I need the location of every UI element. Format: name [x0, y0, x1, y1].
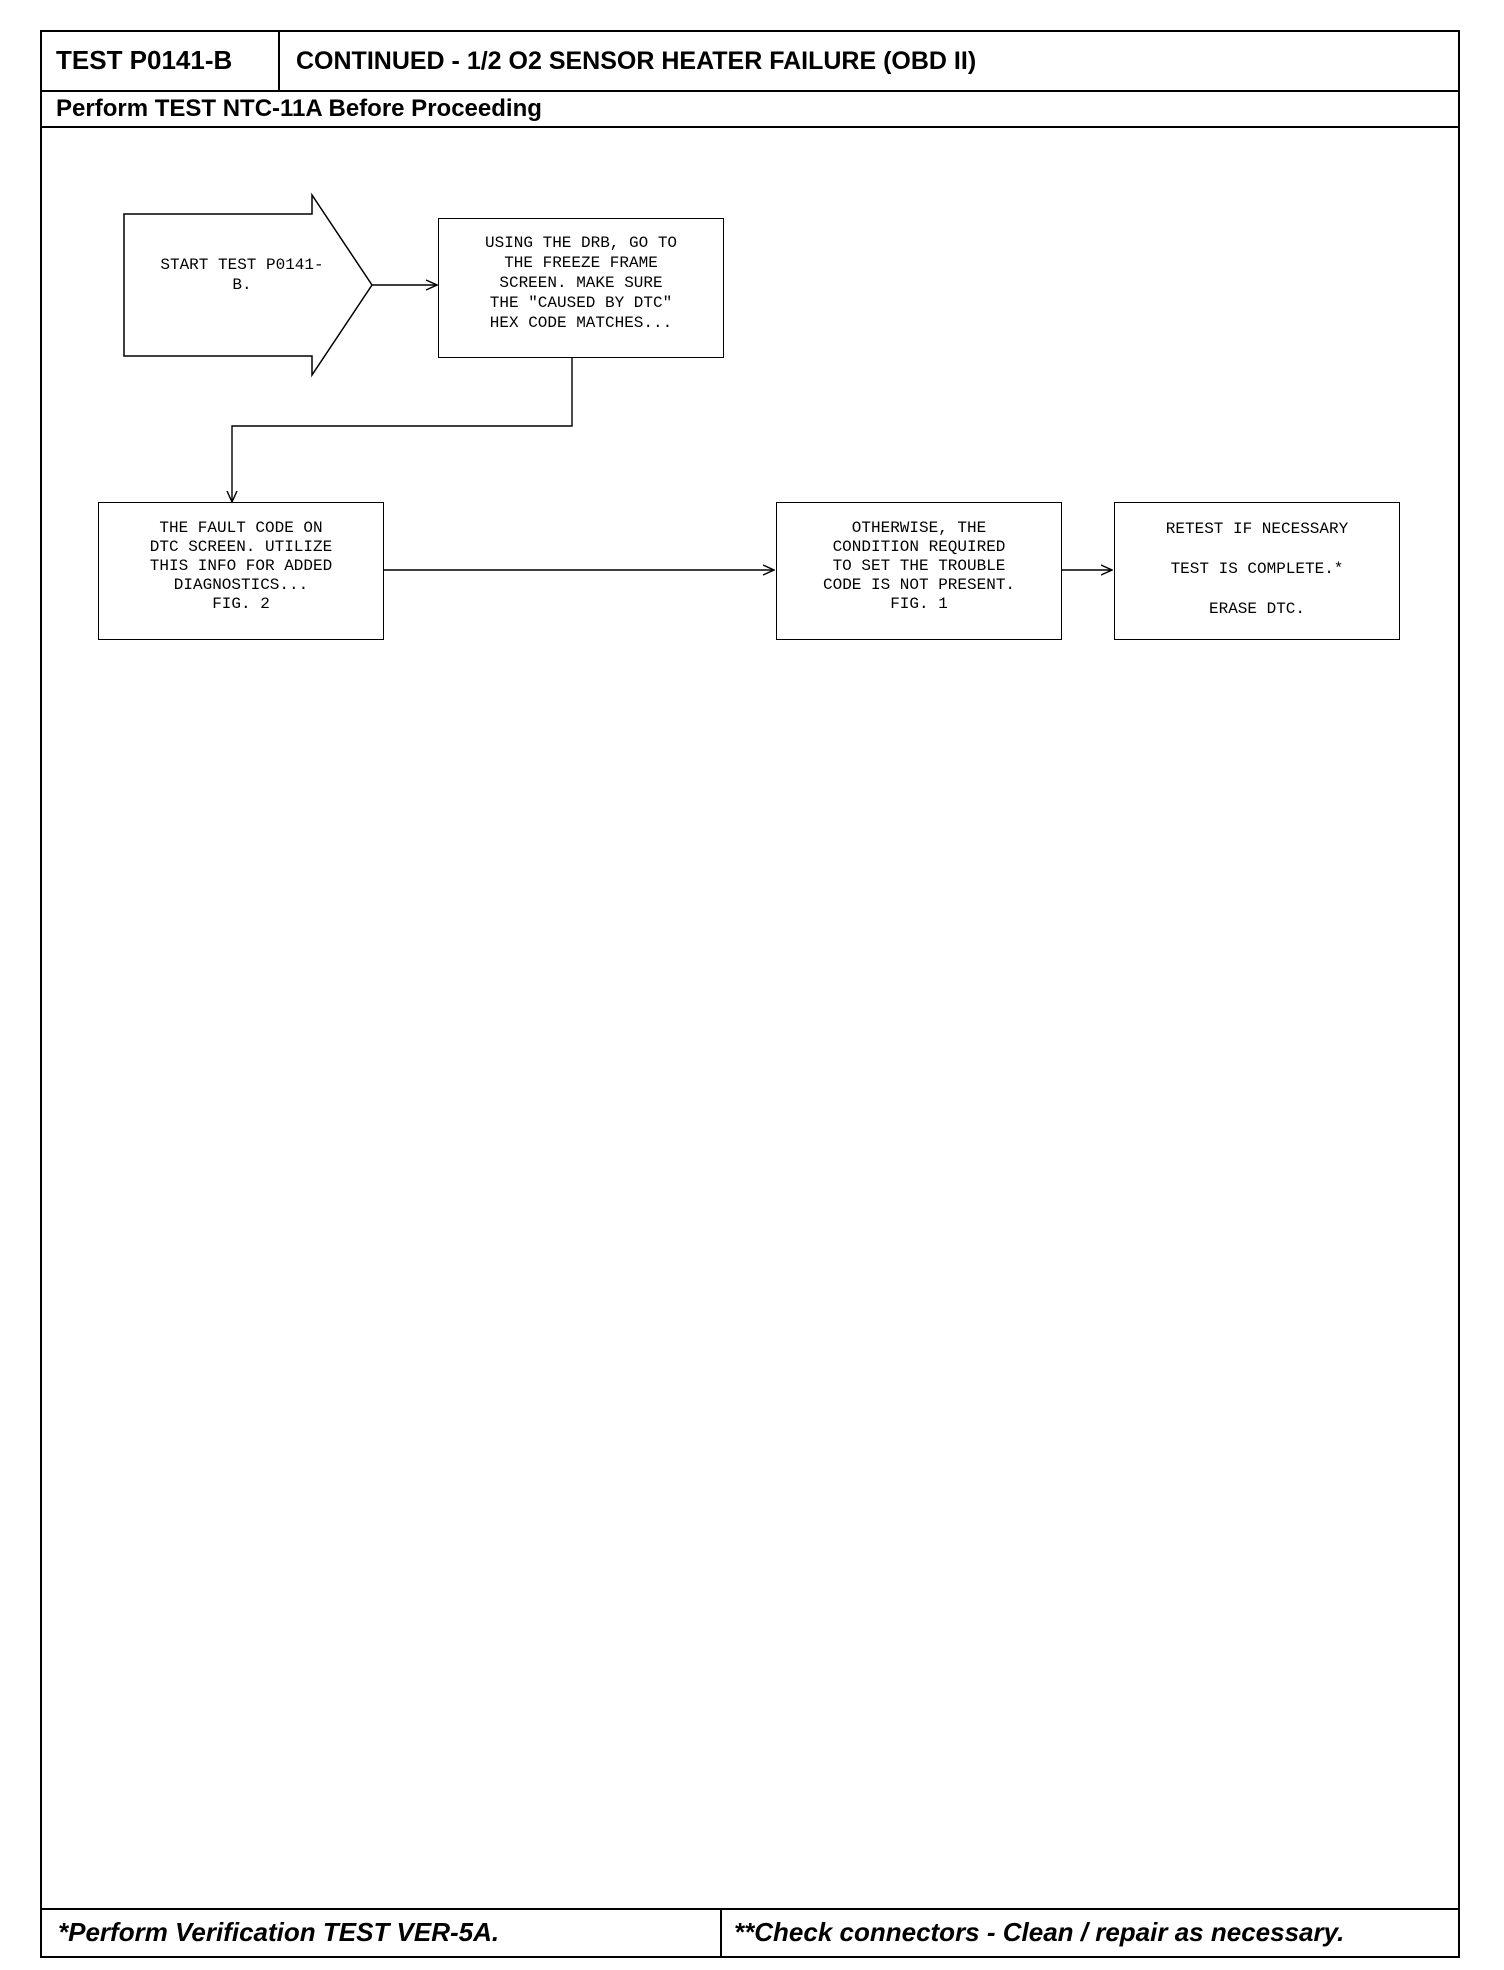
box-retest-line: RETEST IF NECESSARY	[1165, 520, 1349, 538]
box-otherwise-line: FIG. 1	[890, 595, 948, 613]
box-fault-code	[98, 502, 384, 640]
box-otherwise-line: CODE IS NOT PRESENT.	[822, 576, 1016, 594]
start-test-label	[157, 255, 327, 295]
box-drb-freeze-frame	[438, 218, 724, 358]
box-fault-line: THE FAULT CODE ON	[159, 519, 323, 537]
footer-right-note: **Check connectors - Clean / repair as necessary.	[734, 1917, 1345, 1947]
box-retest-line: TEST IS COMPLETE.*	[1170, 560, 1344, 578]
box-fault-line: THIS INFO FOR ADDED	[149, 557, 333, 575]
box-otherwise-line: TO SET THE TROUBLE	[832, 557, 1006, 575]
start-test-line: START TEST	[160, 256, 257, 274]
page-title: CONTINUED - 1/2 O2 SENSOR HEATER FAILURE (OBD II)	[296, 47, 977, 75]
box-drb-line: THE "CAUSED BY DTC"	[489, 294, 673, 312]
box-fault-line: DIAGNOSTICS...	[173, 576, 309, 594]
connector-drb-to-fault	[232, 358, 572, 502]
box-otherwise	[776, 502, 1062, 640]
box-drb-line: HEX CODE MATCHES...	[489, 314, 673, 332]
footer-left-note: *Perform Verification TEST VER-5A.	[42, 1910, 722, 1956]
box-fault-line: DTC SCREEN. UTILIZE	[149, 538, 333, 556]
test-id: TEST P0141-B	[42, 32, 280, 90]
box-otherwise-line: OTHERWISE, THE	[851, 519, 987, 537]
subtitle: Perform TEST NTC-11A Before Proceeding	[42, 92, 1458, 128]
box-drb-line: USING THE DRB, GO TO	[484, 234, 678, 252]
box-retest-line: ERASE DTC.	[1208, 600, 1305, 618]
box-otherwise-line: CONDITION REQUIRED	[832, 538, 1006, 556]
start-test-code: P0141-B.	[232, 256, 324, 294]
box-drb-line: THE FREEZE FRAME	[504, 254, 658, 272]
box-drb-line: SCREEN. MAKE SURE	[499, 274, 663, 292]
box-fault-line: FIG. 2	[212, 595, 270, 613]
box-retest	[1114, 502, 1400, 640]
